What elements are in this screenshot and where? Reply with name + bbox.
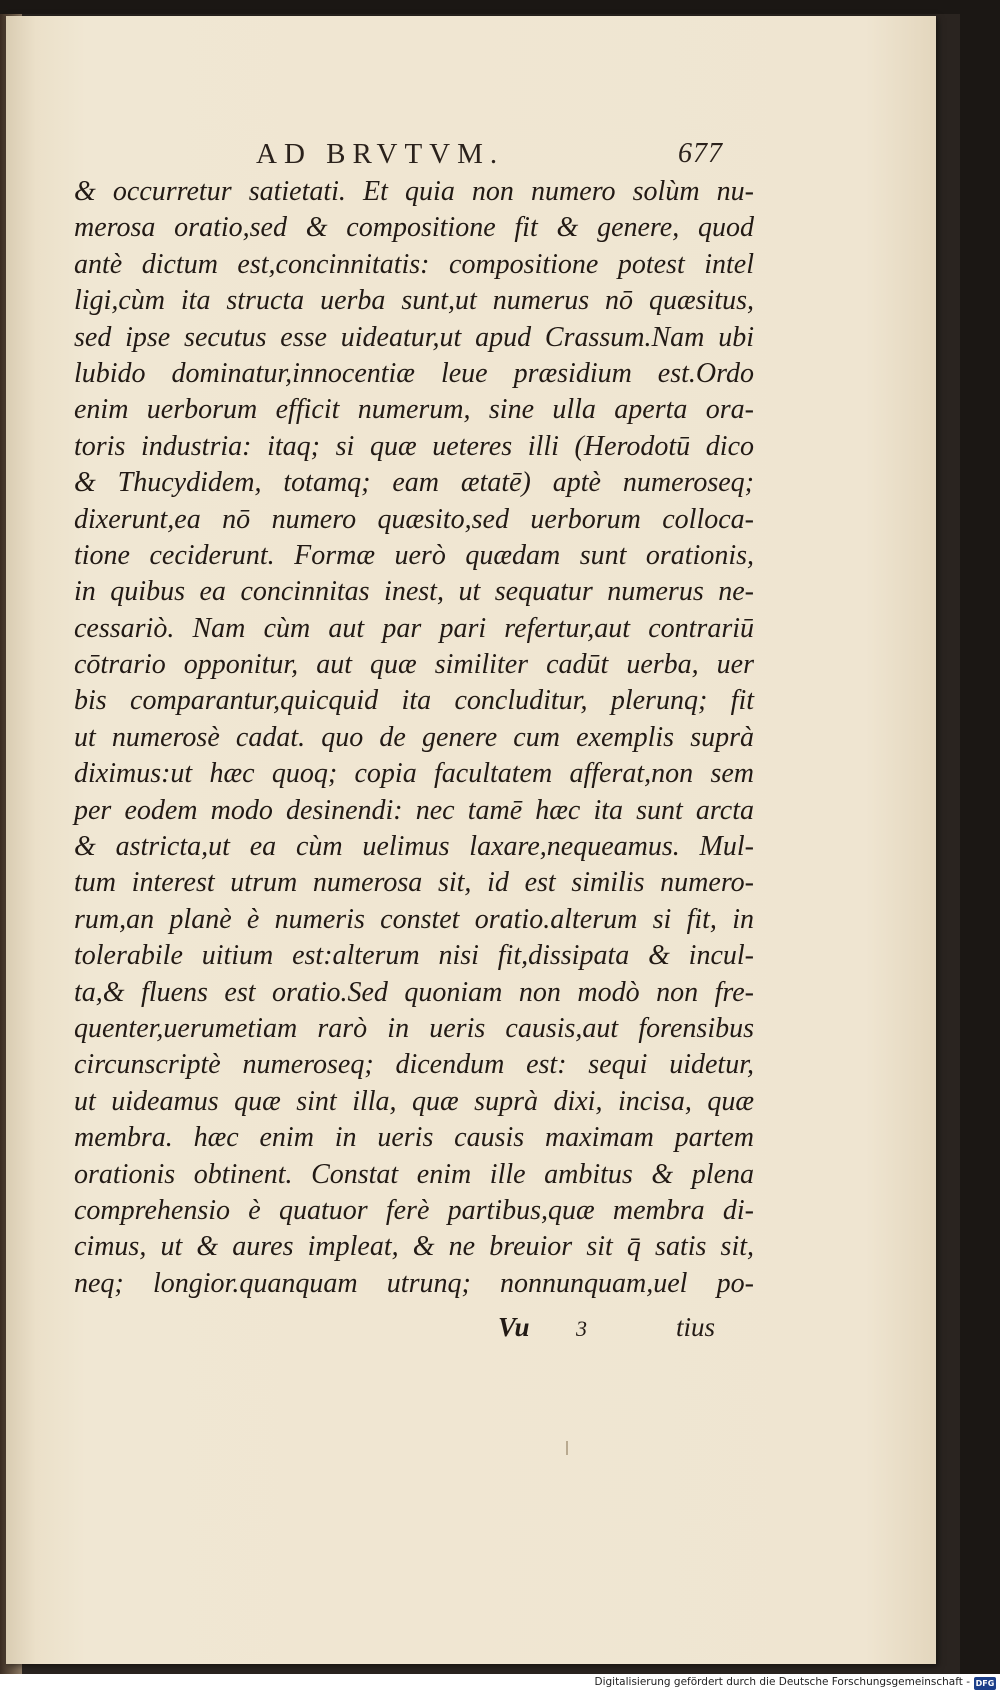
text-line: tione ceciderunt. Formæ uerò quædam sunt orationis, [74,539,754,571]
paper-speck [566,1441,568,1455]
page-number: 677 [678,138,723,169]
text-line: neq; longior.quanquam utrunq; nonnunquam,uel po- [74,1267,754,1299]
text-line: ta,& fluens est oratio.Sed quoniam non modò non fre- [74,976,754,1008]
text-line: dixerunt,ea nō numero quæsito,sed uerborum colloca- [74,503,754,535]
text-line: & occurretur satietati. Et quia non numero solùm nu- [74,176,754,207]
text-line: in quibus ea concinnitas inest, ut sequatur numerus ne- [74,576,754,608]
digitization-credit: Digitalisierung gefördert durch die Deutsche Forschungsgemeinschaft - [594,1676,970,1688]
signature-mark: Vu [498,1312,530,1342]
text-line: membra. hæc enim in ueris causis maximam partem [74,1122,754,1154]
page-header [256,138,776,178]
text-line: cimus, ut & aures impleat, & ne breuior sit q̄ satis sit, [74,1231,754,1263]
running-head: AD BRVTVM. [256,138,505,170]
catchword: tius [676,1312,716,1342]
book-page [6,16,936,1664]
text-line: merosa oratio,sed & compositione fit & genere, quod [74,212,754,244]
text-line: comprehensio è quatuor ferè partibus,quæ membra di- [74,1194,754,1226]
page-footer [476,1312,756,1352]
text-line: cōtrario opponitur, aut quæ similiter cadūt uerba, uer [74,649,754,681]
signature-number: 3 [576,1316,587,1341]
text-line: rum,an planè è numeris constet oratio.alterum si fit, in [74,903,754,935]
text-line: ut uideamus quæ sint illa, quæ suprà dixi, incisa, quæ [74,1085,754,1117]
text-line: cessariò. Nam cùm aut par pari refertur,aut contrariū [74,612,754,644]
text-line: bis comparantur,quicquid ita concluditur, plerunq; fit [74,685,754,717]
text-line: orationis obtinent. Constat enim ille ambitus & plena [74,1158,754,1190]
text-line: ut numerosè cadat. quo de genere cum exemplis suprà [74,721,754,753]
body-text [74,174,754,1302]
text-line: ligi,cùm ita structa uerba sunt,ut numerus nō quæsitus, [74,285,754,317]
text-line: toris industria: itaq; si quæ ueteres illi (Herodotū dico [74,430,754,462]
page-content [6,16,936,1664]
text-line: tolerabile uitium est:alterum nisi fit,dissipata & incul- [74,940,754,972]
text-line: circunscriptè numeroseq; dicendum est: sequi uidetur, [74,1049,754,1081]
text-line: quenter,uerumetiam rarò in ueris causis,aut forensibus [74,1012,754,1044]
text-line: per eodem modo desinendi: nec tamē hæc ita sunt arcta [74,794,754,826]
text-line: tum interest utrum numerosa sit, id est similis numero- [74,867,754,899]
text-line: sed ipse secutus esse uideatur,ut apud Crassum.Nam ubi [74,321,754,353]
text-line: diximus:ut hæc quoq; copia facultatem afferat,non sem [74,758,754,790]
text-line: & astricta,ut ea cùm uelimus laxare,nequeamus. Mul- [74,831,754,863]
credit-bar [0,1674,1000,1693]
text-line: lubido dominatur,innocentiæ leue præsidium est.Ordo [74,357,754,389]
text-line: & Thucydidem, totamq; eam ætatē) aptè numeroseq; [74,467,754,499]
dfg-logo-icon: DFG [975,1679,995,1688]
text-line: enim uerborum efficit numerum, sine ulla aperta ora- [74,394,754,426]
text-line: antè dictum est,concinnitatis: compositione potest intel [74,248,754,280]
